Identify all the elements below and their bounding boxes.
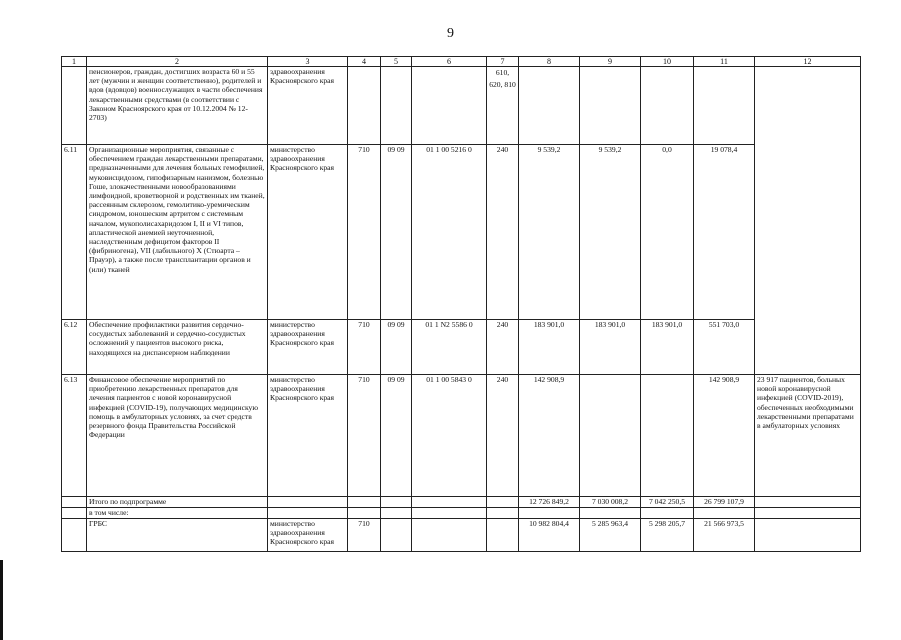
header-cell: 8 [519, 57, 580, 67]
row-value-y2 [580, 375, 641, 497]
row-code-vr: 240 [487, 375, 519, 497]
row-code-rzpr: 09 09 [381, 320, 412, 375]
row-code-vr: 240 [487, 145, 519, 320]
row-name: Финансовое обеспечение мероприятий по приобретению лекарственных препаратов для лечения пациентов с новой коронавирусной инфекцией (COVID-19), получающих медицинскую помощь в амбулаторных условиях, за счет средств резервного фонда Правительства Российской Федерации [87, 375, 268, 497]
grbs-row [62, 519, 861, 552]
row-value-total [694, 67, 755, 145]
row-name: Обеспечение профилактики развития сердечно-сосудистых заболеваний и сердечно-сосудистых осложнений у пациентов высокого риска, находящихся на диспансерном наблюдении [87, 320, 268, 375]
row-name: в том числе: [87, 508, 268, 519]
row-code-rzpr: 09 09 [381, 145, 412, 320]
row-code-ved [348, 497, 381, 508]
row-number: 6.11 [62, 145, 87, 320]
row-result [755, 519, 861, 552]
row-code-ved [348, 67, 381, 145]
row-result [755, 497, 861, 508]
header-cell: 5 [381, 57, 412, 67]
row-value-y3: 0,0 [641, 145, 694, 320]
row-number [62, 508, 87, 519]
header-cell: 10 [641, 57, 694, 67]
row-code-rzpr [381, 519, 412, 552]
row-code-rzpr [381, 497, 412, 508]
row-code-vr [487, 508, 519, 519]
row-grbs: министерство здравоохранения Красноярского края [268, 375, 348, 497]
row-value-total: 142 908,9 [694, 375, 755, 497]
row-value-y2: 183 901,0 [580, 320, 641, 375]
row-value-y1 [519, 67, 580, 145]
row-value-total: 19 078,4 [694, 145, 755, 320]
row-value-y3: 183 901,0 [641, 320, 694, 375]
row-value-y1: 142 908,9 [519, 375, 580, 497]
row-value-y1: 183 901,0 [519, 320, 580, 375]
row-number [62, 67, 87, 145]
row-code-ved: 710 [348, 145, 381, 320]
row-number [62, 519, 87, 552]
row-value-total [694, 508, 755, 519]
row-value-y1: 12 726 849,2 [519, 497, 580, 508]
total-row [62, 497, 861, 508]
header-cell: 9 [580, 57, 641, 67]
row-value-y3 [641, 67, 694, 145]
row-code-csr: 01 1 00 5843 0 [412, 375, 487, 497]
row-value-y2: 5 285 963,4 [580, 519, 641, 552]
row-grbs: министерство здравоохранения Красноярского края [268, 519, 348, 552]
row-value-y3 [641, 375, 694, 497]
row-name: пенсионеров, граждан, достигших возраста 60 и 55 лет (мужчин и женщин соответственно), родителей и вдов (вдовцов) военнослужащих в части обеспечения лекарственными средствами (в соответствии с Законом Красноярского края от 10.12.2004 № 12-2703) [87, 67, 268, 145]
table-row [62, 375, 861, 497]
row-code-csr [412, 508, 487, 519]
row-grbs [268, 508, 348, 519]
row-name: Организационные мероприятия, связанные с обеспечением граждан лекарственными препаратами, предназначенными для лечения больных гемофилией, муковисцидозом, гипофизарным нанизмом, болезнью Гоше, злокачественными новообразованиями лимфоидной, кроветворной и родственных им тканей, рассеянным склерозом, гемолитико-уремическим синдромом, юношеским артритом с системным началом, мукополисахаридозом I, II и VI типов, апластической анемией неуточненной, наследственным дефицитом факторов II (фибриногена), VII (лабильного) Х (Стюарта – Прауэр), а также после трансплантации органов и (или) тканей [87, 145, 268, 320]
header-cell: 4 [348, 57, 381, 67]
row-result [755, 67, 861, 375]
row-number: 6.12 [62, 320, 87, 375]
header-cell: 7 [487, 57, 519, 67]
table-row [62, 145, 861, 320]
row-code-ved: 710 [348, 320, 381, 375]
scan-edge-mark [0, 560, 3, 640]
including-row [62, 508, 861, 519]
table-row [62, 320, 861, 375]
row-value-y2: 9 539,2 [580, 145, 641, 320]
row-code-vr: 240 [487, 320, 519, 375]
header-cell: 11 [694, 57, 755, 67]
header-cell: 1 [62, 57, 87, 67]
row-value-y3: 5 298 205,7 [641, 519, 694, 552]
row-value-y1: 9 539,2 [519, 145, 580, 320]
row-value-y3 [641, 508, 694, 519]
header-row [62, 57, 861, 67]
row-grbs [268, 497, 348, 508]
row-code-ved [348, 508, 381, 519]
row-code-rzpr [381, 67, 412, 145]
row-result [755, 508, 861, 519]
row-number: 6.13 [62, 375, 87, 497]
row-code-rzpr [381, 508, 412, 519]
row-code-csr [412, 67, 487, 145]
row-code-ved: 710 [348, 375, 381, 497]
row-code-csr [412, 497, 487, 508]
row-code-vr [487, 519, 519, 552]
row-name: Итого по подпрограмме [87, 497, 268, 508]
row-code-csr: 01 1 00 5216 0 [412, 145, 487, 320]
row-value-total: 26 799 107,9 [694, 497, 755, 508]
header-cell: 3 [268, 57, 348, 67]
row-code-ved: 710 [348, 519, 381, 552]
row-grbs: здравоохранения Красноярского края [268, 67, 348, 145]
row-value-y2 [580, 508, 641, 519]
row-code-csr [412, 519, 487, 552]
header-cell: 2 [87, 57, 268, 67]
row-value-y1: 10 982 804,4 [519, 519, 580, 552]
row-code-csr: 01 1 N2 5586 0 [412, 320, 487, 375]
page-number: 9 [447, 26, 454, 41]
row-value-y2 [580, 67, 641, 145]
table-row [62, 67, 861, 145]
row-value-y3: 7 042 250,5 [641, 497, 694, 508]
header-cell: 12 [755, 57, 861, 67]
header-cell: 6 [412, 57, 487, 67]
row-code-vr: 610, 620, 810 [487, 67, 519, 145]
row-value-total: 551 703,0 [694, 320, 755, 375]
row-number [62, 497, 87, 508]
row-code-vr [487, 497, 519, 508]
row-value-y1 [519, 508, 580, 519]
row-grbs: министерство здравоохранения Красноярского края [268, 145, 348, 320]
row-value-total: 21 566 973,5 [694, 519, 755, 552]
program-table [61, 56, 861, 552]
row-result: 23 917 пациентов, больных новой коронавирусной инфекцией (COVID-2019), обеспеченных необходимыми лекарственными препаратами в амбулаторных условиях [755, 375, 861, 497]
row-grbs: министерство здравоохранения Красноярского края [268, 320, 348, 375]
row-code-rzpr: 09 09 [381, 375, 412, 497]
row-value-y2: 7 030 008,2 [580, 497, 641, 508]
row-name: ГРБС [87, 519, 268, 552]
